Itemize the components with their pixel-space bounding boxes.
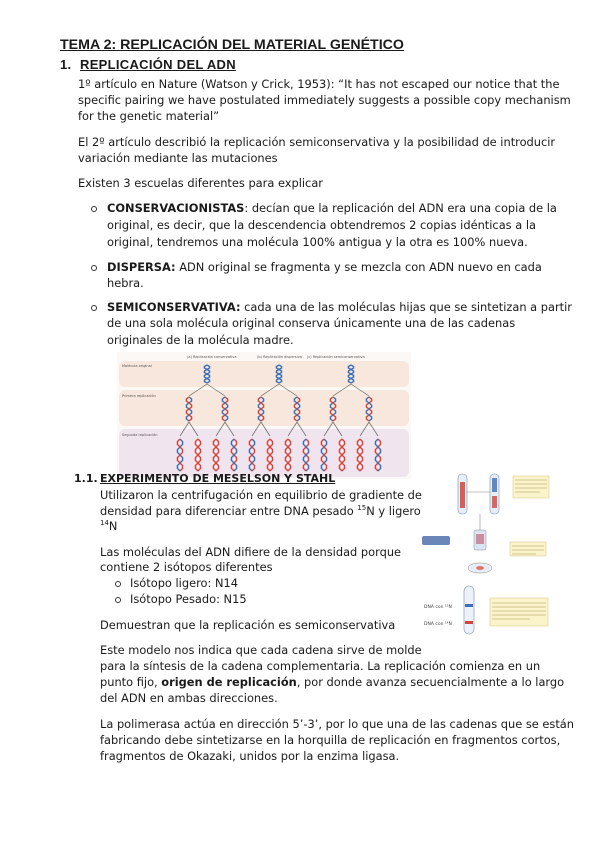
bullet-line: originales de la molécula madre.: [107, 333, 294, 347]
band-heavy: [465, 604, 473, 607]
list-item: Isótopo ligero: N14: [130, 576, 238, 590]
page-title: TEMA 2: REPLICACIÓN DEL MATERIAL GENÉTICO: [60, 37, 404, 53]
text: : decían que la replicación del ADN era una copia de la: [244, 201, 557, 215]
paragraph-line: del ADN en ambas direcciones.: [100, 691, 278, 705]
text: , por donde avanza secuencialmente a lo largo: [296, 675, 565, 689]
paragraph-line: Las moléculas del ADN difiere de la densidad porque: [100, 545, 402, 559]
paragraph-line: La polimerasa actúa en dirección 5’-3’, por lo que una de las cadenas que se están: [100, 717, 574, 731]
bullet-line: [107, 259, 542, 275]
note-box: [490, 598, 548, 626]
paragraph-line: El 2º artículo describió la replicación semiconservativa y la posibilidad de introducir: [78, 135, 556, 149]
section-number: 1.: [60, 57, 72, 72]
band-light: [465, 621, 473, 624]
list-item: Isótopo Pesado: N15: [130, 592, 247, 606]
paragraph-line: variación mediante las mutaciones: [78, 151, 278, 165]
paragraph-line: fabricando debe sintetizarse en la horquilla de replicación en fragmentos cortos,: [100, 733, 561, 747]
paragraph-line: contiene 2 isótopos diferentes: [100, 560, 273, 574]
bullet-line: original, tendremos una molécula 100% antigua y la otra es 100% nueva.: [107, 235, 528, 249]
term: SEMICONSERVATIVA:: [107, 300, 241, 314]
column-label: (b) Replicación dispersiva: [257, 355, 302, 359]
term: CONSERVACIONISTAS: [107, 201, 245, 215]
tube-sample: [476, 534, 484, 544]
column-label: (a) Replicación conservativa: [187, 355, 237, 359]
paragraph-line: Existen 3 escuelas diferentes para explicar: [78, 176, 323, 190]
paragraph-line: fragmentos de Okazaki, unidos por la enzima ligasa.: [100, 749, 400, 763]
term: origen de replicación: [161, 675, 297, 689]
subsection-heading: EXPERIMENTO DE MESELSON Y STAHL: [100, 472, 336, 485]
centrifuge-tubes: [458, 474, 499, 532]
row-second-replication: [119, 429, 409, 477]
replication-models-figure: [117, 352, 411, 479]
meselson-stahl-figure: [420, 470, 558, 638]
row-original: [119, 361, 409, 387]
bullet-line: original, es decir, que la descendencia obtendremos 2 copias idénticas a la: [107, 218, 536, 232]
note-box: [513, 476, 549, 498]
rotor-sample: [476, 566, 484, 570]
text: N y ligero: [366, 504, 421, 518]
text: cada una de las moléculas hijas que se sintetizan a partir: [240, 300, 572, 314]
bullet-line: [107, 200, 557, 216]
row-label: Segunda replicación: [122, 433, 158, 437]
bullet-line: de una sola molécula original conserva únicamente una de las cadenas: [107, 316, 516, 330]
isotope-mass: 14: [100, 519, 109, 528]
paragraph-line: Demuestran que la replicación es semiconservativa: [100, 618, 396, 632]
isotope-mass: 15: [357, 504, 367, 513]
bullet-line: hebra.: [107, 276, 144, 290]
row-first-replication: [119, 390, 409, 426]
bullet-marker: [91, 305, 97, 311]
bullet-marker: [115, 581, 121, 587]
paragraph-line: Este modelo nos indica que cada cadena sirve de molde: [100, 643, 422, 657]
sample-tag: [422, 536, 450, 545]
paragraph-line: [100, 503, 421, 519]
paragraph-line: para la síntesis de la cadena complementaria. La replicación comienza en un: [100, 659, 541, 673]
bullet-marker: [115, 597, 121, 603]
bullet-marker: [91, 206, 97, 212]
paragraph-line: [100, 518, 117, 534]
term: DISPERSA:: [107, 260, 176, 274]
paragraph-line: [100, 674, 564, 690]
subsection-number: 1.1.: [74, 472, 98, 485]
text: punto fijo,: [100, 675, 162, 689]
band-label: DNA con ¹⁵N: [424, 605, 452, 610]
paragraph-line: 1º artículo en Nature (Watson y Crick, 1953): “It has not escaped our notice that the: [78, 77, 560, 91]
row-label: Primera replicación: [122, 394, 156, 398]
bullet-line: [107, 299, 572, 315]
row-label: Molécula original: [122, 364, 152, 368]
text: densidad para diferenciar entre DNA pesado: [100, 504, 358, 518]
paragraph-line: for the genetic material”: [78, 109, 220, 123]
bullet-marker: [91, 265, 97, 271]
text: N: [108, 519, 118, 533]
text: ADN original se fragmenta y se mezcla con ADN nuevo en cada: [175, 260, 542, 274]
paragraph-line: Utilizaron la centrifugación en equilibrio de gradiente de: [100, 488, 422, 502]
paragraph-line: specific pairing we have postulated immediately suggests a possible copy mechanism: [78, 93, 571, 107]
gradient-tube: [464, 586, 474, 634]
band-label: DNA con ¹⁴N: [424, 622, 452, 627]
column-label: (c) Replicación semiconservativa: [307, 355, 365, 359]
section-heading: REPLICACIÓN DEL ADN: [80, 57, 236, 72]
